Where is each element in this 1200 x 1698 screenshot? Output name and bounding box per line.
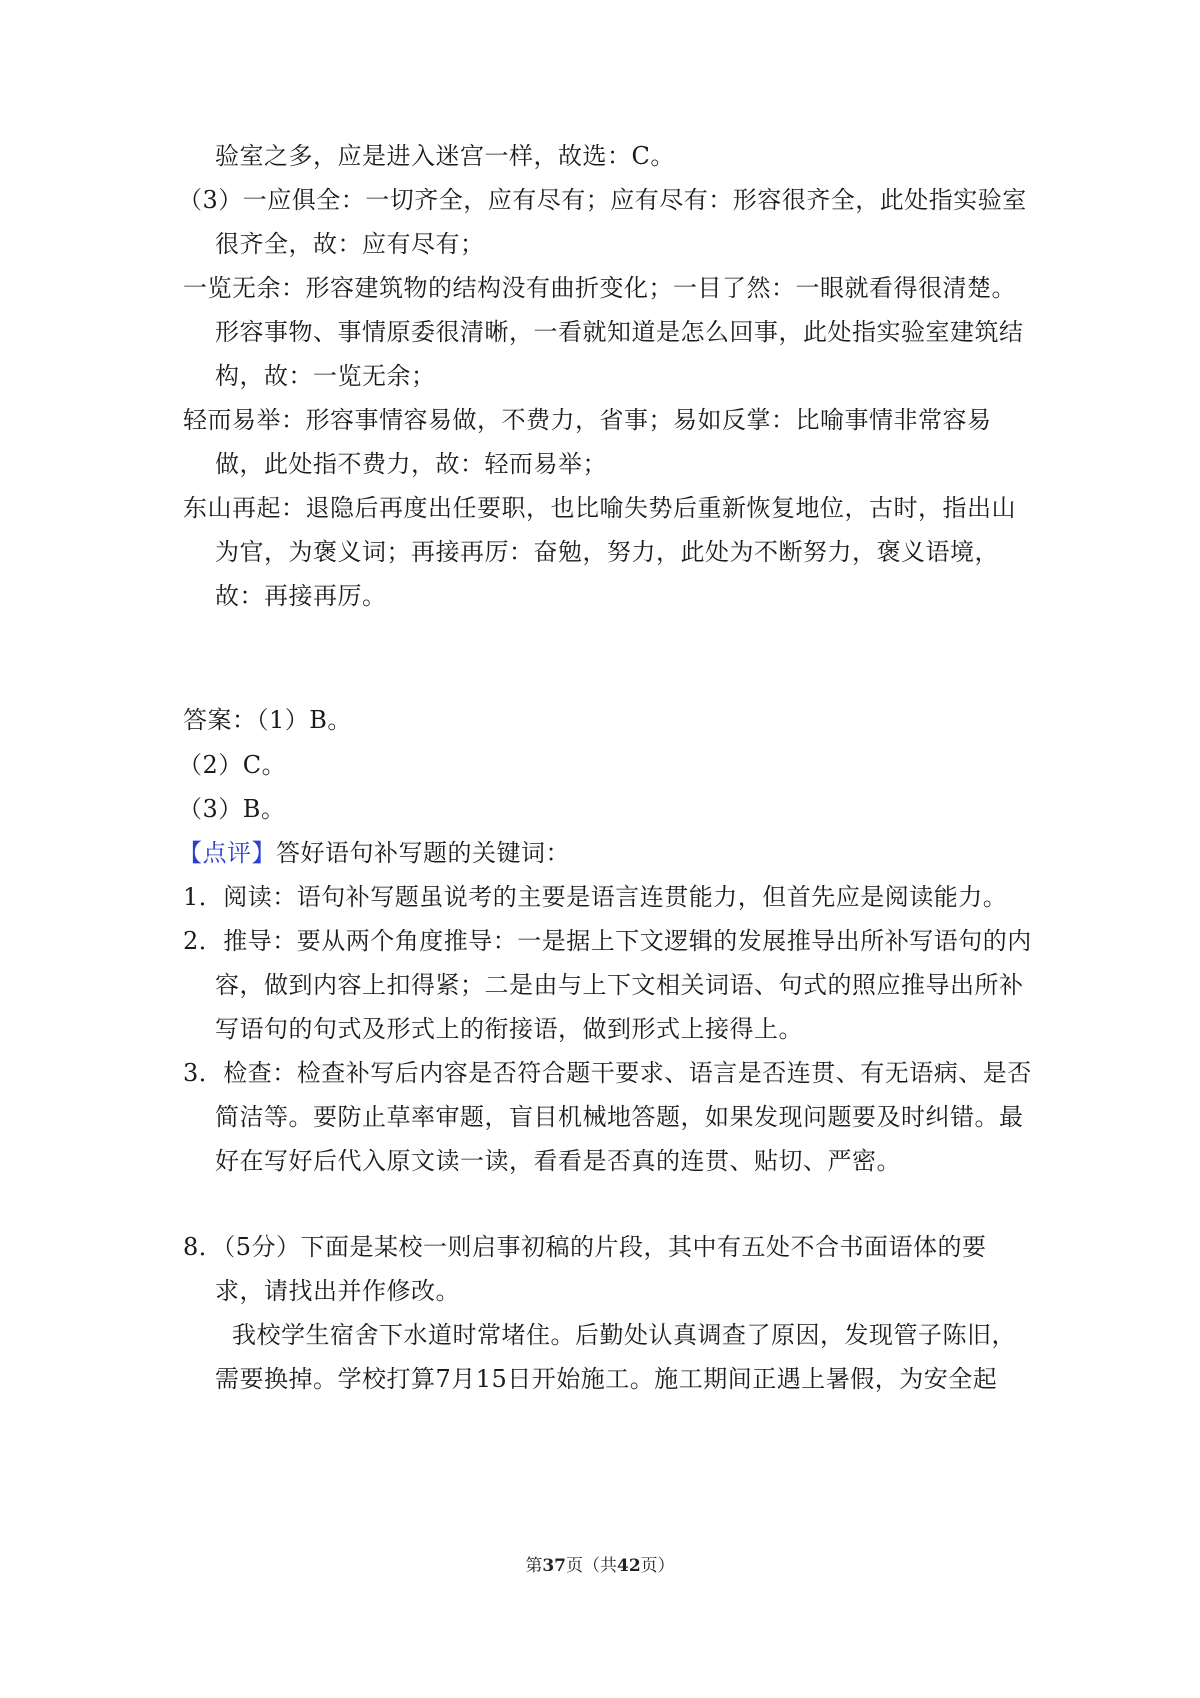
comment-heading-text: 答好语句补写题的关键词：: [276, 839, 570, 867]
text-line: 很齐全，故：应有尽有；: [215, 230, 485, 258]
question-line: 8．（5分）下面是某校一则启事初稿的片段，其中有五处不合书面语体的要: [183, 1233, 987, 1261]
text-line: 一览无余：形容建筑物的结构没有曲折变化；一目了然：一眼就看得很清楚。: [183, 274, 1016, 302]
text-line: 形容事物、事情原委很清晰，一看就知道是怎么回事，此处指实验室建筑结: [215, 318, 1024, 346]
passage-line: 需要换掉。学校打算7月15日开始施工。施工期间正遇上暑假，为安全起: [215, 1365, 998, 1393]
text-line: 写语句的句式及形式上的衔接语，做到形式上接得上。: [215, 1015, 803, 1043]
page-total: 42: [617, 1556, 641, 1576]
comment-heading: [178, 838, 570, 868]
text-line: 构，故：一览无余；: [215, 362, 436, 390]
answer-line: （2）C。: [178, 751, 287, 779]
footer-middle: 页（共: [566, 1556, 617, 1576]
text-line: 好在写好后代入原文读一读，看看是否真的连贯、贴切、严密。: [215, 1147, 901, 1175]
text-line: 1．阅读：语句补写题虽说考的主要是语言连贯能力，但首先应是阅读能力。: [183, 883, 1008, 911]
passage-line: 我校学生宿舍下水道时常堵住。后勤处认真调查了原因，发现管子陈旧，: [232, 1321, 1016, 1349]
footer-prefix: 第: [525, 1556, 543, 1576]
page-number: 37: [542, 1556, 566, 1576]
answer-line: 答案：（1）B。: [183, 706, 352, 734]
text-line: 为官，为褒义词；再接再厉：奋勉，努力，此处为不断努力，褒义语境，: [215, 538, 999, 566]
text-line: 做，此处指不费力，故：轻而易举；: [215, 450, 607, 478]
footer-suffix: 页）: [640, 1556, 675, 1576]
comment-tag: 【点评】: [178, 839, 276, 867]
text-line: 东山再起：退隐后再度出任要职，也比喻失势后重新恢复地位，古时，指出山: [183, 494, 1016, 522]
text-line: 简洁等。要防止草率审题，盲目机械地答题，如果发现问题要及时纠错。最: [215, 1103, 1024, 1131]
text-line: 轻而易举：形容事情容易做，不费力，省事；易如反掌：比喻事情非常容易: [183, 406, 992, 434]
text-line: 3．检查：检查补写后内容是否符合题干要求、语言是否连贯、有无语病、是否: [183, 1059, 1032, 1087]
question-line: 求，请找出并作修改。: [215, 1277, 460, 1305]
text-line: （3）一应俱全：一切齐全，应有尽有；应有尽有：形容很齐全，此处指实验室: [178, 186, 1027, 214]
text-line: 验室之多，应是进入迷宫一样，故选：C。: [215, 142, 675, 170]
text-line: 故：再接再厉。: [215, 582, 387, 610]
text-line: 2．推导：要从两个角度推导：一是据上下文逻辑的发展推导出所补写语句的内: [183, 927, 1032, 955]
text-line: 容，做到内容上扣得紧；二是由与上下文相关词语、句式的照应推导出所补: [215, 971, 1024, 999]
page-footer: [0, 1554, 1200, 1578]
answer-line: （3）B。: [178, 795, 286, 823]
